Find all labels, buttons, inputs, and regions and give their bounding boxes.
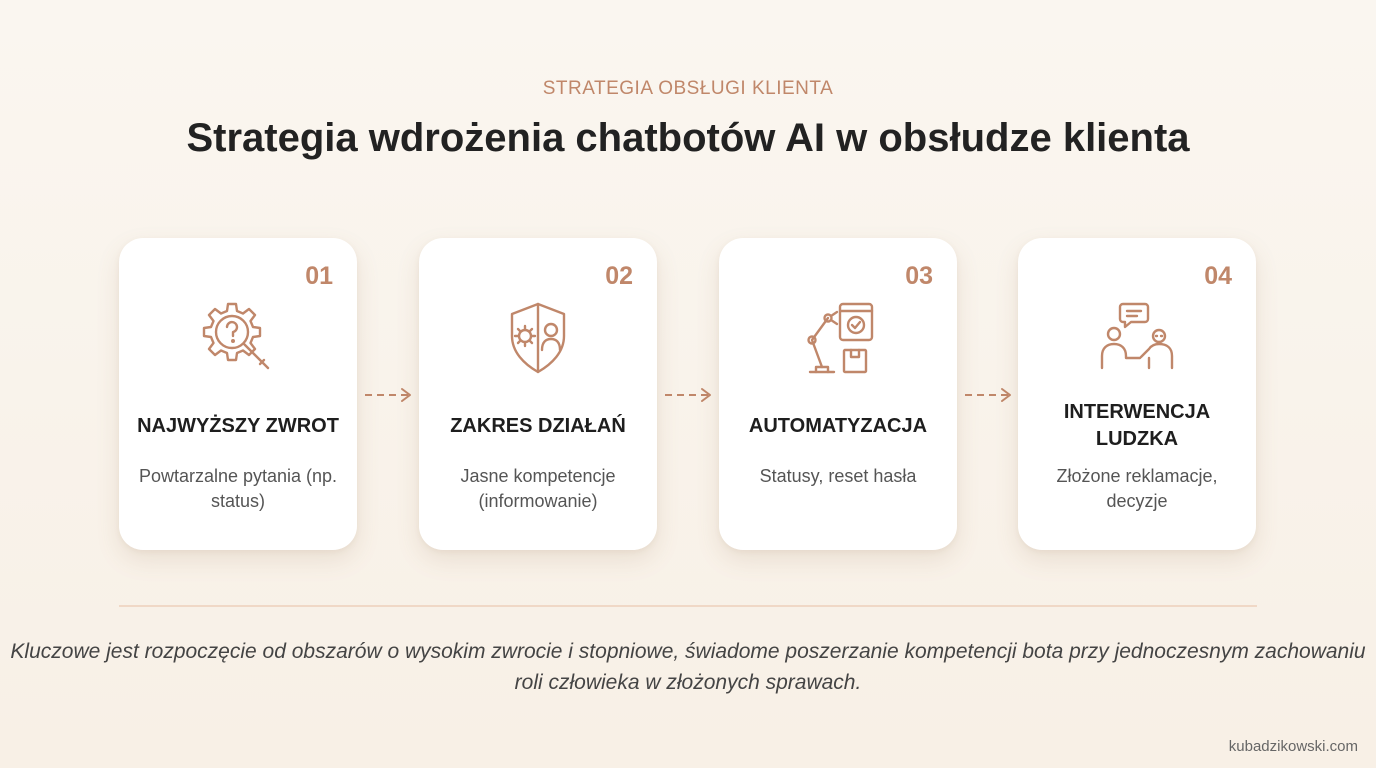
step-title: ZAKRES DZIAŁAŃ (450, 414, 626, 437)
robot-arm-box-icon (798, 298, 878, 378)
dashed-arrow-icon (664, 385, 714, 405)
shield-gear-person-icon (498, 298, 578, 378)
step-number: 03 (905, 262, 933, 290)
gear-question-search-icon (198, 298, 278, 378)
dashed-arrow-icon (964, 385, 1014, 405)
divider (119, 605, 1257, 607)
people-conversation-icon (1097, 298, 1177, 378)
step-card-1 (119, 238, 357, 550)
step-number: 04 (1204, 262, 1232, 290)
page-title: Strategia wdrożenia chatbotów AI w obsłudze klienta (186, 116, 1190, 160)
step-card-3 (719, 238, 957, 550)
step-number: 01 (305, 262, 333, 290)
step-description: Jasne kompetencje (informowanie) (460, 466, 616, 511)
step-card-2 (419, 238, 657, 550)
summary-text: Kluczowe jest rozpoczęcie od obszarów o wysokim zwrocie i stopniowe, świadome poszerzanie kompetencji bota przy jednoczesnym zachowaniu roli człowieka w złożonych sprawach. (10, 640, 1366, 694)
step-description: Statusy, reset hasła (759, 466, 917, 486)
dashed-arrow-icon (364, 385, 414, 405)
step-number: 02 (605, 262, 633, 290)
footer-website[interactable]: kubadzikowski.com (1228, 738, 1358, 755)
step-title: AUTOMATYZACJA (748, 414, 928, 437)
eyebrow-label: STRATEGIA OBSŁUGI KLIENTA (542, 78, 834, 99)
step-card-4 (1018, 238, 1256, 550)
step-description: Złożone reklamacje, decyzje (1056, 466, 1218, 511)
step-title: INTERWENCJA LUDZKA (1063, 401, 1211, 450)
step-title: NAJWYŻSZY ZWROT (137, 414, 339, 437)
step-description: Powtarzalne pytania (np. status) (138, 466, 338, 511)
